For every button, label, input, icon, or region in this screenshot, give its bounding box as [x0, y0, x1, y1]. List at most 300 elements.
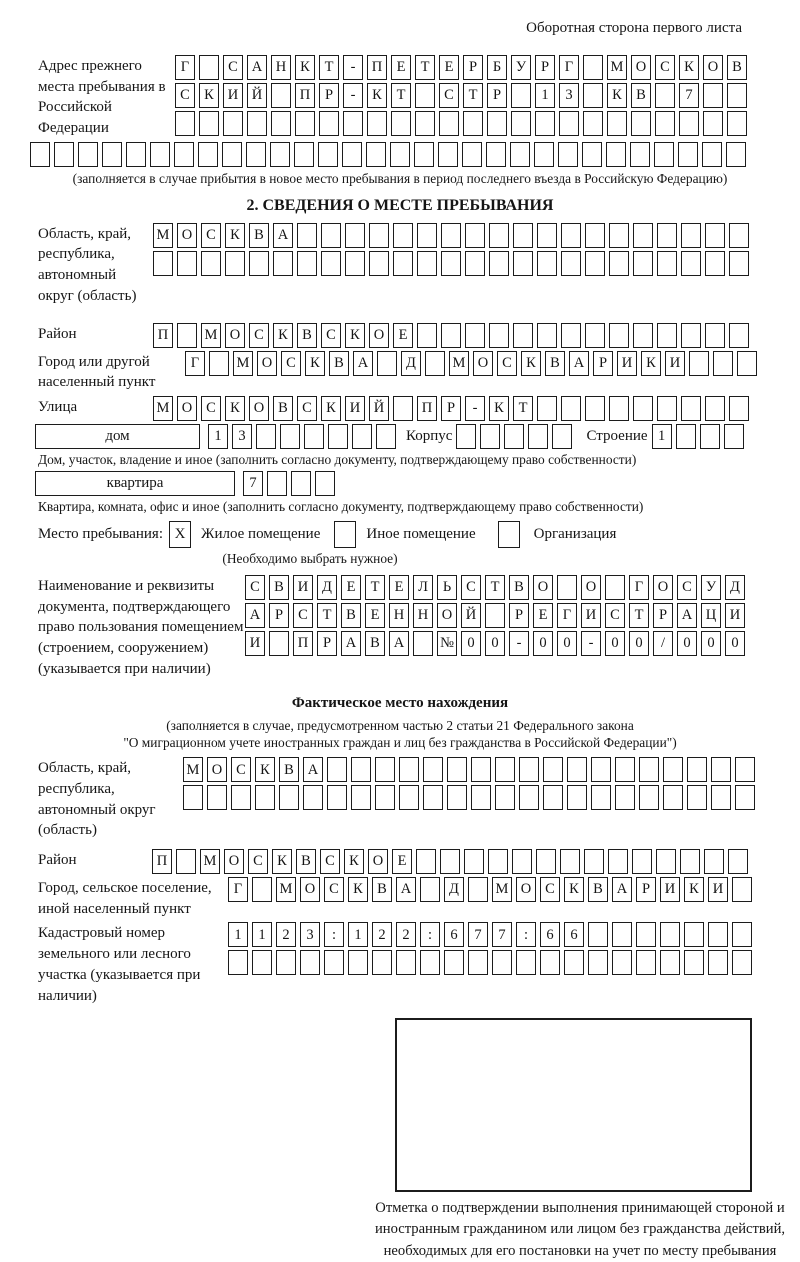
char-box — [512, 849, 532, 874]
char-box: Л — [413, 575, 433, 600]
char-box — [415, 83, 435, 108]
char-box — [366, 142, 386, 167]
prev-address-label: Адрес прежнего места пребывания в Российской Федерации — [38, 58, 166, 137]
char-box — [636, 950, 656, 975]
char-box — [609, 323, 629, 348]
char-box: К — [255, 757, 275, 782]
char-box — [228, 950, 248, 975]
char-box — [681, 223, 701, 248]
district-block — [38, 323, 800, 348]
char-box: К — [272, 849, 292, 874]
char-box: Т — [463, 83, 483, 108]
char-box — [393, 396, 413, 421]
char-box — [345, 251, 365, 276]
char-box — [175, 111, 195, 136]
actual-region-grids — [183, 757, 759, 810]
char-box: С — [245, 575, 265, 600]
char-box — [639, 757, 659, 782]
char-box — [680, 849, 700, 874]
char-box: И — [293, 575, 313, 600]
char-box: 1 — [535, 83, 555, 108]
char-box: Г — [559, 55, 579, 80]
char-box — [615, 785, 635, 810]
char-box — [201, 251, 221, 276]
char-box: В — [249, 223, 269, 248]
char-box: М — [449, 351, 469, 376]
char-box: В — [588, 877, 608, 902]
char-box: Д — [725, 575, 745, 600]
char-box: В — [631, 83, 651, 108]
char-box — [231, 785, 251, 810]
char-box — [489, 223, 509, 248]
char-box: М — [200, 849, 220, 874]
actual-city-label: Город, сельское поселение, иной населенный пункт — [38, 880, 212, 917]
char-box — [684, 950, 704, 975]
char-box — [564, 950, 584, 975]
char-box — [199, 111, 219, 136]
char-box — [606, 142, 626, 167]
char-box: К — [344, 849, 364, 874]
char-box: С — [439, 83, 459, 108]
char-box: О — [473, 351, 493, 376]
char-box — [399, 757, 419, 782]
char-grid-row — [175, 83, 751, 108]
char-box: С — [281, 351, 301, 376]
char-box — [495, 785, 515, 810]
char-box: К — [679, 55, 699, 80]
apartment-note: Квартира, комната, офис и иное (заполнить согласно документу, подтверждающему право собственности) — [38, 498, 644, 514]
char-box — [486, 142, 506, 167]
char-box: К — [225, 223, 245, 248]
char-box — [681, 251, 701, 276]
char-box — [252, 877, 272, 902]
char-box — [511, 83, 531, 108]
region-grids — [153, 223, 753, 276]
char-box — [711, 785, 731, 810]
char-box — [256, 424, 276, 449]
document-label: Наименование и реквизиты документа, подтверждающего право пользования помещением (строением, сооружением) (указывается при наличии) — [38, 577, 244, 677]
char-box: Т — [317, 603, 337, 628]
char-box — [390, 142, 410, 167]
char-box: С — [497, 351, 517, 376]
char-box — [608, 849, 628, 874]
char-box — [735, 785, 755, 810]
char-box — [724, 424, 744, 449]
char-box — [633, 323, 653, 348]
char-box: Г — [557, 603, 577, 628]
char-box — [393, 251, 413, 276]
char-box — [726, 142, 746, 167]
char-box — [519, 785, 539, 810]
char-box — [465, 323, 485, 348]
street-label: Улица — [38, 398, 78, 415]
char-box: О — [368, 849, 388, 874]
char-box — [737, 351, 757, 376]
char-box: П — [417, 396, 437, 421]
char-box — [393, 223, 413, 248]
char-box: А — [303, 757, 323, 782]
char-box — [559, 111, 579, 136]
char-box — [588, 950, 608, 975]
char-box: У — [511, 55, 531, 80]
char-box — [447, 757, 467, 782]
char-box — [304, 424, 324, 449]
char-box — [702, 142, 722, 167]
char-grid-row — [153, 323, 753, 348]
char-box: Ь — [437, 575, 457, 600]
stay-type-option-other: Иное помещение — [366, 525, 476, 542]
char-box: В — [341, 603, 361, 628]
char-box: А — [389, 631, 409, 656]
char-grid-row — [185, 351, 761, 376]
char-box: Т — [365, 575, 385, 600]
char-box: М — [183, 757, 203, 782]
char-box — [271, 111, 291, 136]
char-box — [561, 251, 581, 276]
char-box: А — [273, 223, 293, 248]
char-box — [324, 950, 344, 975]
char-box — [560, 849, 580, 874]
char-box: 7 — [679, 83, 699, 108]
char-box — [708, 950, 728, 975]
char-box — [679, 111, 699, 136]
prev-address-grids — [175, 55, 751, 136]
char-box — [183, 785, 203, 810]
char-box — [654, 142, 674, 167]
char-grid-row — [153, 251, 753, 276]
char-box: Е — [341, 575, 361, 600]
char-box — [732, 877, 752, 902]
char-box: О — [225, 323, 245, 348]
char-box: Р — [317, 631, 337, 656]
street-block — [38, 396, 800, 421]
char-box — [462, 142, 482, 167]
char-box — [471, 757, 491, 782]
char-box: Е — [365, 603, 385, 628]
char-box: Г — [629, 575, 649, 600]
char-box: Т — [513, 396, 533, 421]
stay-type-label: Место пребывания: — [38, 525, 163, 542]
char-box: К — [521, 351, 541, 376]
char-box: П — [367, 55, 387, 80]
char-box: 0 — [629, 631, 649, 656]
char-box — [420, 877, 440, 902]
char-box — [663, 757, 683, 782]
char-box — [591, 757, 611, 782]
stay-type-option-organization: Организация — [533, 525, 617, 542]
char-grid-row — [183, 785, 759, 810]
char-box — [636, 922, 656, 947]
char-box — [583, 111, 603, 136]
stay-type-checkbox-organization — [498, 521, 520, 548]
char-box: Е — [392, 849, 412, 874]
char-box — [561, 223, 581, 248]
char-box — [657, 396, 677, 421]
char-box — [615, 757, 635, 782]
char-box: С — [540, 877, 560, 902]
char-box — [708, 922, 728, 947]
char-box — [612, 950, 632, 975]
char-box: К — [684, 877, 704, 902]
stay-type-note: (Необходимо выбрать нужное) — [222, 550, 398, 566]
char-box — [567, 757, 587, 782]
char-box: В — [269, 575, 289, 600]
page-header-note: Оборотная сторона первого листа — [526, 20, 742, 36]
actual-region-block — [38, 757, 800, 841]
char-box — [271, 83, 291, 108]
char-box — [246, 142, 266, 167]
char-box — [372, 950, 392, 975]
char-box — [438, 142, 458, 167]
char-grid-row — [456, 424, 576, 449]
char-box — [441, 323, 461, 348]
char-box — [732, 922, 752, 947]
char-box: 1 — [228, 922, 248, 947]
char-box — [713, 351, 733, 376]
char-box: В — [273, 396, 293, 421]
char-box: М — [153, 223, 173, 248]
char-box — [376, 424, 396, 449]
char-grid-row — [153, 396, 753, 421]
char-box — [480, 424, 500, 449]
char-box: К — [225, 396, 245, 421]
char-box — [655, 111, 675, 136]
char-box: И — [660, 877, 680, 902]
char-box — [485, 603, 505, 628]
char-box — [391, 111, 411, 136]
confirmation-caption: Отметка о подтверждении выполнения принимающей стороной и иностранным гражданином или лицом без гражданства действий, необходимых для его постановки на учет по месту пребывания — [374, 1200, 786, 1259]
char-box — [297, 223, 317, 248]
char-box — [681, 396, 701, 421]
cadastral-grids — [228, 922, 756, 975]
char-box: : — [516, 922, 536, 947]
char-box — [468, 950, 488, 975]
char-box — [54, 142, 74, 167]
char-box: Б — [487, 55, 507, 80]
char-box: 7 — [468, 922, 488, 947]
char-box — [255, 785, 275, 810]
char-box — [729, 223, 749, 248]
char-box: О — [177, 223, 197, 248]
char-box — [456, 424, 476, 449]
char-box — [465, 223, 485, 248]
char-box: У — [701, 575, 721, 600]
char-box: Т — [485, 575, 505, 600]
char-box — [291, 471, 311, 496]
char-box: О — [581, 575, 601, 600]
char-box: М — [607, 55, 627, 80]
char-box: - — [509, 631, 529, 656]
char-box: В — [329, 351, 349, 376]
char-box: 0 — [485, 631, 505, 656]
char-box: О — [703, 55, 723, 80]
char-box — [657, 251, 677, 276]
char-box: 1 — [348, 922, 368, 947]
char-box — [327, 785, 347, 810]
char-box: 1 — [208, 424, 228, 449]
char-box — [414, 142, 434, 167]
actual-location-note-2: "О миграционном учете иностранных граждан и лиц без гражданства в Российской Федерации") — [123, 735, 677, 751]
char-box: К — [641, 351, 661, 376]
char-box: Т — [319, 55, 339, 80]
char-box: К — [607, 83, 627, 108]
char-box — [367, 111, 387, 136]
char-grid-row — [208, 424, 400, 449]
char-box — [540, 950, 560, 975]
district-label: Район — [38, 325, 77, 342]
char-box: А — [247, 55, 267, 80]
char-box: В — [296, 849, 316, 874]
char-box — [444, 950, 464, 975]
char-box — [633, 396, 653, 421]
char-box — [153, 251, 173, 276]
char-box: О — [177, 396, 197, 421]
char-box — [676, 424, 696, 449]
char-box — [174, 142, 194, 167]
char-box — [126, 142, 146, 167]
char-box — [591, 785, 611, 810]
char-box — [489, 251, 509, 276]
char-grid-row — [152, 849, 752, 874]
char-box: 6 — [540, 922, 560, 947]
char-box — [495, 757, 515, 782]
char-box: П — [293, 631, 313, 656]
char-box — [729, 323, 749, 348]
char-box — [655, 83, 675, 108]
char-box — [177, 323, 197, 348]
char-box: 3 — [559, 83, 579, 108]
char-box — [375, 757, 395, 782]
char-box — [487, 111, 507, 136]
actual-district-label: Район — [38, 852, 77, 869]
char-box: А — [396, 877, 416, 902]
char-box — [209, 351, 229, 376]
char-box: С — [201, 396, 221, 421]
char-grid-row — [652, 424, 748, 449]
char-box: Й — [461, 603, 481, 628]
char-box: С — [297, 396, 317, 421]
stay-type-checkbox-other — [334, 521, 356, 548]
char-box — [612, 922, 632, 947]
char-box — [535, 111, 555, 136]
char-box: С — [321, 323, 341, 348]
char-box: : — [420, 922, 440, 947]
char-box — [300, 950, 320, 975]
char-box: В — [279, 757, 299, 782]
char-box: Р — [441, 396, 461, 421]
char-box: 7 — [492, 922, 512, 947]
char-box — [351, 757, 371, 782]
char-box — [528, 424, 548, 449]
char-box: Р — [319, 83, 339, 108]
char-grid-row — [228, 877, 756, 902]
char-box — [319, 111, 339, 136]
char-box — [583, 55, 603, 80]
char-box — [176, 849, 196, 874]
char-box: Т — [629, 603, 649, 628]
char-box — [377, 351, 397, 376]
char-box: В — [297, 323, 317, 348]
char-box — [417, 251, 437, 276]
char-box — [351, 785, 371, 810]
char-box — [471, 785, 491, 810]
char-box — [225, 251, 245, 276]
char-box — [543, 757, 563, 782]
char-box: - — [465, 396, 485, 421]
char-box: М — [201, 323, 221, 348]
char-box — [222, 142, 242, 167]
char-box — [633, 251, 653, 276]
char-box: Г — [175, 55, 195, 80]
char-box — [660, 922, 680, 947]
char-box — [423, 785, 443, 810]
char-grid-row-full — [30, 142, 800, 167]
char-box: В — [545, 351, 565, 376]
char-box — [342, 142, 362, 167]
char-grid-row — [243, 471, 339, 496]
char-box: № — [437, 631, 457, 656]
char-box — [488, 849, 508, 874]
house-note: Дом, участок, владение и иное (заполнить согласно документу, подтверждающему право собственности) — [38, 451, 637, 467]
char-box: И — [581, 603, 601, 628]
char-box: Ц — [701, 603, 721, 628]
cadastral-block — [38, 922, 800, 1006]
char-box — [585, 251, 605, 276]
char-box — [567, 785, 587, 810]
char-box: И — [617, 351, 637, 376]
char-box — [552, 424, 572, 449]
char-box: Е — [389, 575, 409, 600]
char-box: Р — [535, 55, 555, 80]
char-box: С — [248, 849, 268, 874]
char-box: К — [305, 351, 325, 376]
char-box — [585, 223, 605, 248]
char-box: С — [175, 83, 195, 108]
char-box: А — [341, 631, 361, 656]
region-block — [38, 223, 800, 307]
char-box: В — [372, 877, 392, 902]
document-block — [38, 575, 800, 679]
char-box — [633, 223, 653, 248]
char-box — [663, 785, 683, 810]
char-box — [543, 785, 563, 810]
char-box — [561, 323, 581, 348]
char-box: К — [489, 396, 509, 421]
char-box — [504, 424, 524, 449]
char-box — [447, 785, 467, 810]
char-box — [441, 251, 461, 276]
char-box: В — [509, 575, 529, 600]
char-box: Н — [271, 55, 291, 80]
char-box — [399, 785, 419, 810]
char-box: К — [345, 323, 365, 348]
char-box: С — [320, 849, 340, 874]
char-box — [252, 950, 272, 975]
char-box — [678, 142, 698, 167]
char-box — [660, 950, 680, 975]
char-box: С — [461, 575, 481, 600]
char-box — [537, 396, 557, 421]
char-box: С — [655, 55, 675, 80]
cadastral-label: Кадастровый номер земельного или лесного участка (указывается при наличии) — [38, 925, 201, 1004]
char-box: 2 — [372, 922, 392, 947]
char-box — [510, 142, 530, 167]
char-box — [727, 111, 747, 136]
char-box — [413, 631, 433, 656]
char-box: 1 — [252, 922, 272, 947]
char-box: Г — [185, 351, 205, 376]
char-box: 7 — [243, 471, 263, 496]
